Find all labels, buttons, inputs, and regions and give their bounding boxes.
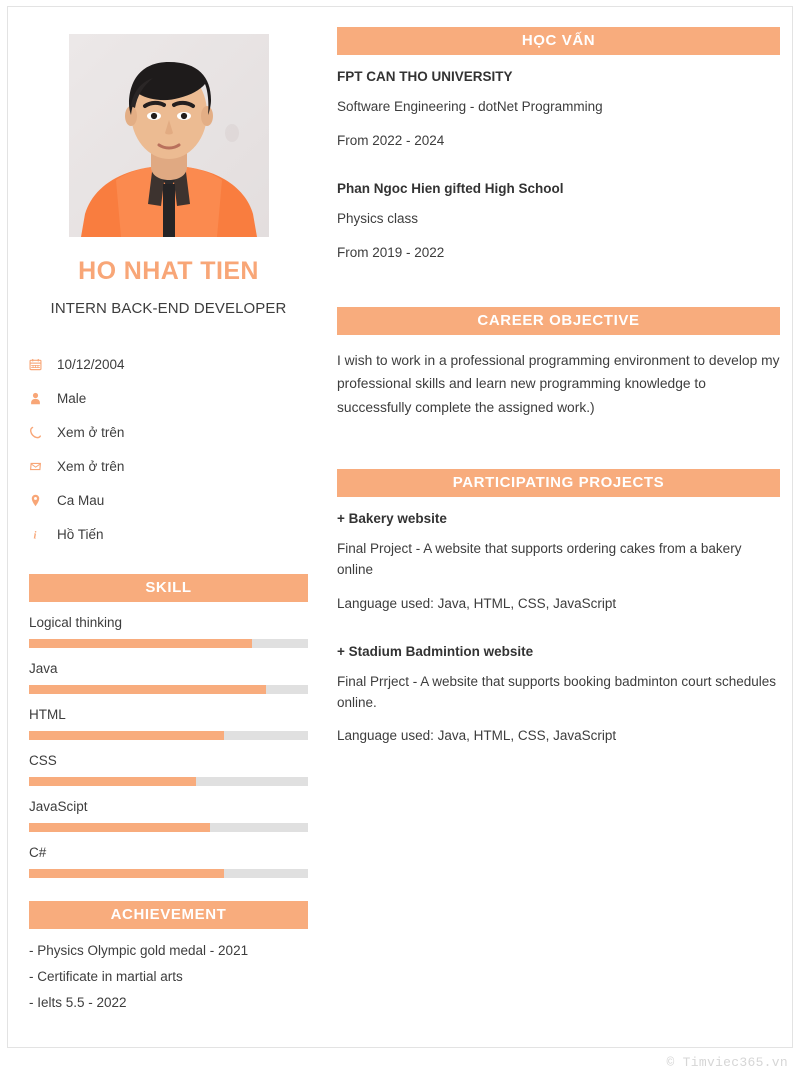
skill-section-heading: SKILL xyxy=(29,574,308,602)
cv-page xyxy=(7,6,793,1048)
education-entry xyxy=(337,181,780,264)
education-period: From 2022 - 2024 xyxy=(337,132,445,148)
skill-label: JavaScipt xyxy=(29,798,88,814)
skill-progress-fill xyxy=(29,731,224,740)
skill-item xyxy=(29,661,308,694)
skill-progress-track xyxy=(29,869,308,878)
education-section xyxy=(337,27,780,264)
spacer xyxy=(337,420,780,469)
skill-progress-fill xyxy=(29,639,252,648)
achievement-section xyxy=(22,901,315,1016)
project-entry xyxy=(337,511,780,615)
contact-value-birthday: 10/12/2004 xyxy=(57,357,125,372)
skill-progress-track xyxy=(29,823,308,832)
education-major: Physics class xyxy=(337,210,419,226)
skill-label: HTML xyxy=(29,706,66,722)
skill-item xyxy=(29,707,308,740)
skill-progress-fill xyxy=(29,823,210,832)
skill-section xyxy=(22,574,315,878)
skill-item xyxy=(29,799,308,832)
skill-progress-fill xyxy=(29,869,224,878)
contact-list xyxy=(22,348,315,552)
contact-value-location: Ca Mau xyxy=(57,493,105,508)
skill-label: CSS xyxy=(29,752,57,768)
spacer xyxy=(337,628,780,644)
location-pin-icon xyxy=(29,494,51,507)
contact-item-nickname xyxy=(29,518,315,552)
person-icon xyxy=(29,392,51,405)
skill-item xyxy=(29,845,308,878)
projects-section-heading: PARTICIPATING PROJECTS xyxy=(337,469,780,497)
project-languages: Language used: Java, HTML, CSS, JavaScript xyxy=(337,595,617,611)
left-column xyxy=(8,7,315,1016)
career-objective-section xyxy=(337,307,780,420)
skill-label: Java xyxy=(29,660,58,676)
project-title: + Bakery website xyxy=(337,510,447,526)
education-section-heading: HỌC VẤN xyxy=(337,27,780,55)
career-objective-text: I wish to work in a professional programming environment to develop my professional skills and learn new programming knowledge to successfully complete the assigned work.) xyxy=(337,352,780,416)
education-school: Phan Ngoc Hien gifted High School xyxy=(337,180,564,196)
project-description: Final Project - A website that supports ordering cakes from a bakery online xyxy=(337,540,742,577)
info-icon xyxy=(29,528,51,541)
career-objective-heading: CAREER OBJECTIVE xyxy=(337,307,780,335)
education-period: From 2019 - 2022 xyxy=(337,244,445,260)
contact-item-gender xyxy=(29,382,315,416)
skill-item xyxy=(29,753,308,786)
calendar-icon xyxy=(29,358,51,371)
skill-item xyxy=(29,615,308,648)
project-languages: Language used: Java, HTML, CSS, JavaScript xyxy=(337,728,617,744)
list-item: - Physics Olympic gold medal - 2021 xyxy=(29,942,249,958)
project-title: + Stadium Badmintion website xyxy=(337,643,534,659)
contact-item-location xyxy=(29,484,315,518)
projects-section xyxy=(337,469,780,748)
skill-progress-fill xyxy=(29,685,266,694)
education-school: FPT CAN THO UNIVERSITY xyxy=(337,69,513,84)
education-entry xyxy=(337,69,780,152)
skill-progress-track xyxy=(29,731,308,740)
achievement-section-heading: ACHIEVEMENT xyxy=(29,901,308,929)
footer-credit: © Timviec365.vn xyxy=(666,1055,788,1070)
avatar xyxy=(69,34,269,237)
project-entry xyxy=(337,644,780,748)
contact-value-email: Xem ở trên xyxy=(57,459,125,474)
contact-value-nickname: Hồ Tiến xyxy=(57,527,104,542)
right-column xyxy=(315,7,792,760)
project-description: Final Prrject - A website that supports booking badminton court schedules online. xyxy=(337,673,776,710)
skill-progress-track xyxy=(29,777,308,786)
list-item: - Certificate in martial arts xyxy=(29,968,183,984)
job-position: INTERN BACK-END DEVELOPER xyxy=(50,299,287,317)
portrait-photo-icon xyxy=(69,34,269,237)
skill-progress-fill xyxy=(29,777,196,786)
skill-label: C# xyxy=(29,844,47,860)
skill-progress-track xyxy=(29,639,308,648)
svg-text:i: i xyxy=(33,530,37,541)
contact-item-phone xyxy=(29,416,315,450)
education-major: Software Engineering - dotNet Programming xyxy=(337,99,603,114)
contact-item-birthday xyxy=(29,348,315,382)
spacer xyxy=(337,165,780,181)
spacer xyxy=(337,277,780,307)
page-title: HO NHAT TIEN xyxy=(78,257,259,285)
skill-label: Logical thinking xyxy=(29,614,123,630)
list-item: - Ielts 5.5 - 2022 xyxy=(29,994,127,1010)
contact-item-email xyxy=(29,450,315,484)
achievement-list xyxy=(22,938,315,1016)
envelope-icon xyxy=(29,460,51,473)
phone-icon xyxy=(29,426,51,439)
contact-value-phone: Xem ở trên xyxy=(57,425,125,440)
skill-progress-track xyxy=(29,685,308,694)
contact-value-gender: Male xyxy=(57,391,87,406)
